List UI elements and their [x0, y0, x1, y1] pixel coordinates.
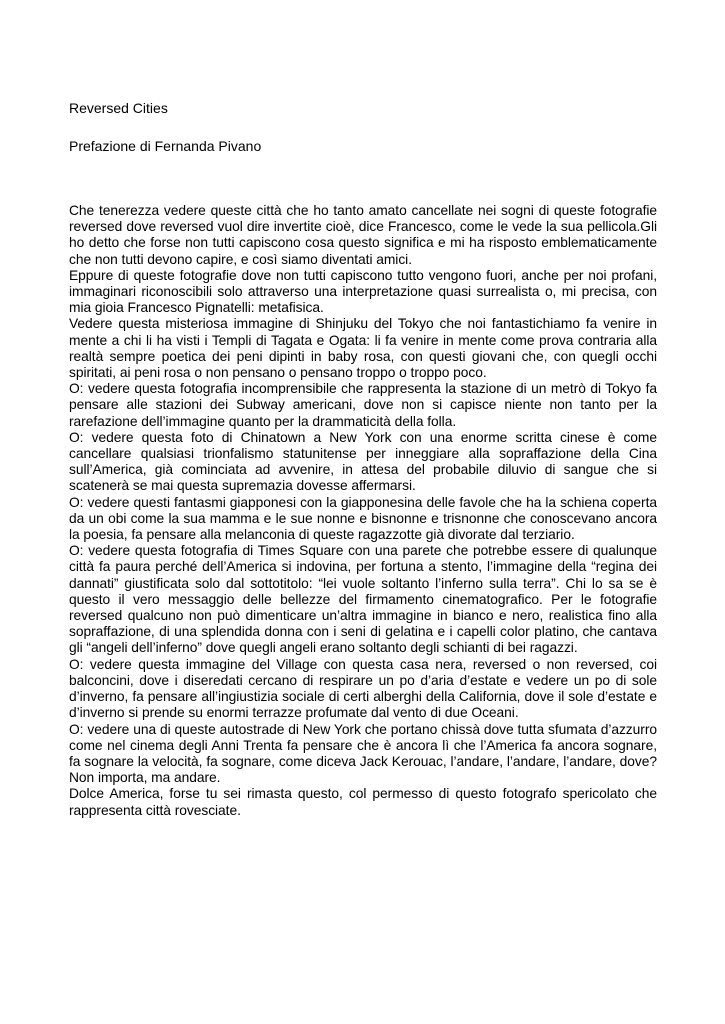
- document-page: [69, 0, 657, 1024]
- paragraph: Eppure di queste fotografie dove non tutti capiscono tutto vengono fuori, anche per noi profani, immaginari riconoscibili solo attraverso una interpretazione quasi surrealista o, mi precisa, con mia gioia Francesco Pignatelli: metafisica.: [69, 267, 657, 316]
- paragraph: Vedere questa misteriosa immagine di Shinjuku del Tokyo che noi fantastichiamo fa venire in mente a chi li ha visti i Templi di Tagata e Ogata: li fa venire in mente come prova contraria alla realtà sempre poetica dei peni dipinti in baby rosa, con questi giovani che, con quegli occhi spiritati, ai peni rosa o non pensano o pensano troppo o troppo poco.: [69, 316, 657, 381]
- paragraph: O: vedere questa foto di Chinatown a New York con una enorme scritta cinese è come cancellare qualsiasi trionfalismo statunitense per inneggiare alla sopraffazione della Cina sull’America, già cominciata ad avvenire, in attesa del probabile diluvio di sangue che si scatenerà se mai questa supremazia dovesse affermarsi.: [69, 429, 657, 494]
- paragraph: O: vedere questa fotografia incomprensibile che rappresenta la stazione di un metrò di Tokyo fa pensare alle stazioni dei Subway americani, dove non si capisce niente non tanto per la rarefazione dell’immagine quanto per la drammaticità della folla.: [69, 381, 657, 429]
- document-body: [69, 203, 657, 819]
- paragraph: Che tenerezza vedere queste città che ho tanto amato cancellate nei sogni di queste fotografie reversed dove reversed vuol dire invertite cioè, dice Francesco, come le vede la sua pellicola.Gli ho detto che forse non tutti capiscono cosa questo significa e mi ha risposto emblematicamente che non tutti devono capire, e così siamo diventati amici.: [69, 203, 657, 267]
- document-subtitle: Prefazione di Fernanda Pivano: [69, 138, 262, 154]
- paragraph: O: vedere una di queste autostrade di New York che portano chissà dove tutta sfumata d’azzurro come nel cinema degli Anni Trenta fa pensare che è ancora lì che l’America fa ancora sognare, fa sognare la velocità, fa sognare, come diceva Jack Kerouac, l’andare, l’andare, l’andare, dove? Non importa, ma andare.: [69, 721, 657, 786]
- paragraph: Dolce America, forse tu sei rimasta questo, col permesso di questo fotografo spericolato che rappresenta città rovesciate.: [69, 786, 657, 818]
- paragraph: O: vedere questa immagine del Village con questa casa nera, reversed o non reversed, coi balconcini, dove i diseredati cercano di respirare un po d’aria d’estate e vedere un po di sole d’inverno, fa pensare all’ingiustizia sociale di certi alberghi della California, dove il sole d’estate e d’inverno si prende su enormi terrazze profumate dal vento di due Oceani.: [69, 656, 657, 721]
- paragraph: O: vedere questa fotografia di Times Square con una parete che potrebbe essere di qualunque città fa paura perché dell’America si indovina, per fortuna a stento, l’immagine della “regina dei dannati” giustificata solo dal sottotitolo: “lei vuole soltanto l’inferno sulla terra”. Chi lo sa se è questo il vero messaggio delle bellezze del firmamento cinematografico. Per le fotografie reversed qualcuno non può dimenticare un’altra immagine in bianco e nero, realistica fino alla sopraffazione, di una splendida donna con i seni di gelatina e i capelli color platino, che cantava gli “angeli dell’inferno” dove quegli angeli erano soltanto degli schianti di bei ragazzi.: [69, 543, 657, 656]
- document-title: Reversed Cities: [69, 100, 168, 116]
- paragraph: O: vedere questi fantasmi giapponesi con la giapponesina delle favole che ha la schiena coperta da un obi come la sua mamma e le sue nonne e bisnonne e trisnonne che conoscevano ancora la poesia, fa pensare alla melanconia di queste ragazzotte già divorate dal terziario.: [69, 494, 657, 543]
